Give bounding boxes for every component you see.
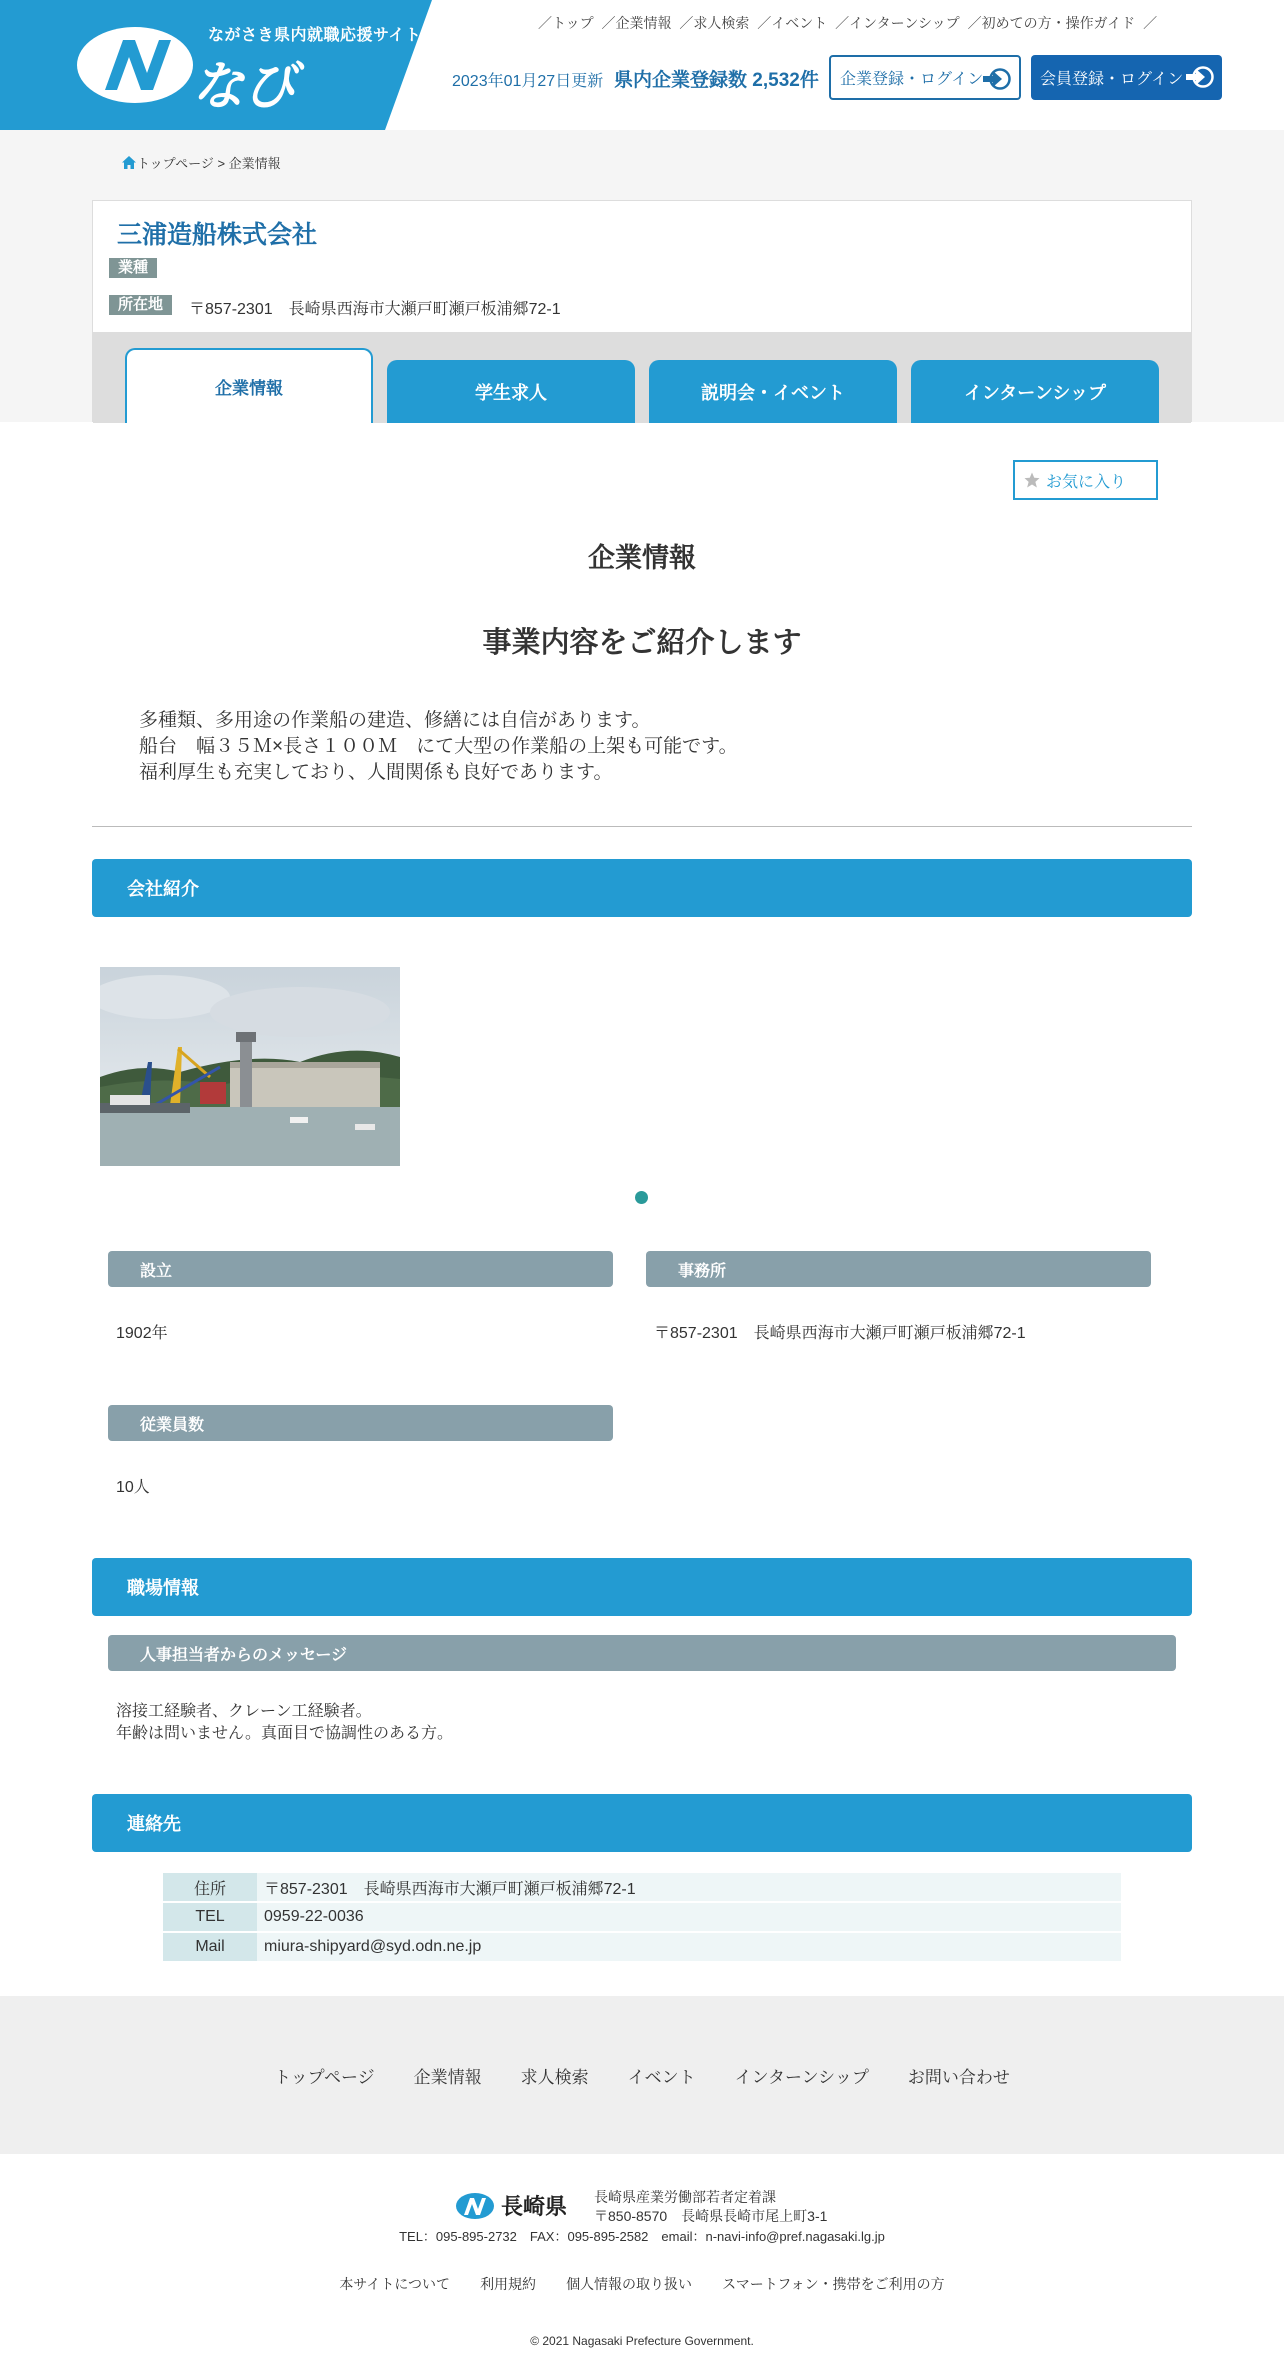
footer-address-block [594,2188,827,2226]
footer-dept: 長崎県産業労働部若者定着課 [594,2189,776,2205]
hr-message-header: 人事担当者からのメッセージ [108,1635,1176,1671]
update-date: 2023年01月27日更新 [452,73,604,90]
intro-line: 多種類、多用途の作業船の建造、修繕には自信があります。 [139,710,651,731]
login-arrow-icon [1184,66,1214,88]
footer-nav-contact[interactable]: お問い合わせ [907,2068,1010,2087]
hr-message-line: 溶接工経験者、クレーン工経験者。 [116,1703,372,1720]
shipyard-photo [100,967,400,1166]
intro-line: 船台 幅３５Ｍ×長さ１００Ｍ にて大型の作業船の上架も可能です。 [139,736,738,757]
established-header: 設立 [108,1251,613,1287]
corporate-login-button[interactable] [829,55,1021,100]
registered-company-count: 県内企業登録数 2,532件 [614,70,819,91]
topnav-guide[interactable]: ／初めての方・操作ガイド [967,15,1136,31]
workplace-header: 職場情報 [92,1558,1192,1616]
footer-nav-top[interactable]: トップページ [274,2068,375,2087]
company-name: 三浦造船株式会社 [117,221,318,249]
favorite-button[interactable] [1013,460,1158,500]
contact-table [163,1871,1121,1963]
company-location: 〒857-2301 長崎県西海市大瀬戸町瀬戸板浦郷72-1 [189,301,561,318]
table-row [163,1903,1121,1931]
contact-address-value: 〒857-2301 長崎県西海市大瀬戸町瀬戸板浦郷72-1 [257,1873,1121,1901]
site-header [0,0,1284,130]
footer-link-about[interactable]: 本サイトについて [339,2276,451,2292]
hr-message-line: 年齢は問いません。真面目で協調性のある方。 [116,1725,453,1742]
top-navigation [538,13,1161,33]
topnav-trailing-sep: ／ [1143,15,1158,31]
tab-events[interactable]: 説明会・イベント [649,360,897,423]
office-header: 事務所 [646,1251,1151,1287]
tab-internship[interactable]: インターンシップ [911,360,1159,423]
favorite-label: お気に入り [1046,473,1127,491]
tab-bar [93,332,1191,423]
intro-line: 福利厚生も充実しており、人間関係も良好であります。 [139,762,613,783]
hr-message [116,1701,453,1745]
company-photo[interactable] [100,967,400,1166]
corporate-login-label: 企業登録・ログイン [840,71,984,88]
prefecture-logo[interactable] [455,2190,567,2221]
footer-nav-company[interactable]: 企業情報 [413,2068,482,2087]
contact-header: 連絡先 [92,1794,1192,1852]
section-title: 企業情報 [588,543,696,573]
topnav-company[interactable]: ／企業情報 [601,15,672,31]
footer-navigation [0,2063,1284,2088]
footer-address: 〒850-8570 長崎県長崎市尾上町3-1 [594,2208,828,2224]
footer-nav-job-search[interactable]: 求人検索 [520,2068,589,2087]
company-summary-card [92,200,1192,422]
footer-link-mobile[interactable]: スマートフォン・携帯をご利用の方 [722,2276,945,2292]
footer-link-terms[interactable]: 利用規約 [480,2276,537,2292]
business-heading: 事業内容をご紹介します [482,627,802,659]
login-arrow-icon [981,68,1011,90]
industry-tag: 業種 [109,258,157,278]
footer-link-privacy[interactable]: 個人情報の取り扱い [566,2276,693,2292]
nagasaki-pref-icon [455,2192,495,2220]
member-login-button[interactable] [1031,55,1222,100]
breadcrumb [121,153,281,172]
office-value: 〒857-2301 長崎県西海市大瀬戸町瀬戸板浦郷72-1 [654,1325,1026,1342]
breadcrumb-current: 企業情報 [228,156,281,171]
contact-address-label: 住所 [163,1873,257,1901]
site-tagline: ながさき県内就職応援サイト [208,27,422,44]
footer-nav-internship[interactable]: インターンシップ [734,2068,869,2087]
prefecture-logo-text: 長崎県 [501,2194,568,2219]
topnav-event[interactable]: ／イベント [757,15,828,31]
table-row [163,1933,1121,1961]
topnav-internship[interactable]: ／インターンシップ [835,15,960,31]
employees-header: 従業員数 [108,1405,613,1441]
star-icon [1023,471,1041,489]
footer-contact: TEL：095-895-2732 FAX：095-895-2582 email：n-navi-info@pref.nagasaki.lg.jp [399,2229,885,2244]
location-tag: 所在地 [109,295,172,315]
home-icon [121,155,137,170]
tab-company-info[interactable]: 企業情報 [125,348,373,423]
company-intro-header: 会社紹介 [92,859,1192,917]
contact-mail-value: miura-shipyard@syd.odn.ne.jp [257,1933,1121,1961]
tab-student-jobs[interactable]: 学生求人 [387,360,635,423]
footer-nav-event[interactable]: イベント [627,2068,696,2087]
contact-mail-label: Mail [163,1933,257,1961]
navi-logo-icon [75,25,195,105]
footer-links [0,2274,1284,2294]
employees-value: 10人 [116,1479,150,1496]
established-value: 1902年 [116,1325,168,1342]
divider [92,826,1192,827]
copyright: © 2021 Nagasaki Prefecture Government. [530,2334,754,2348]
contact-tel-label: TEL [163,1903,257,1931]
carousel-indicator[interactable] [635,1191,648,1204]
topnav-job-search[interactable]: ／求人検索 [679,15,750,31]
table-row [163,1873,1121,1901]
breadcrumb-home[interactable]: トップページ [137,156,214,171]
business-intro [139,708,738,786]
site-logo-text: なび [192,58,297,116]
topnav-top[interactable]: ／トップ [538,15,594,31]
contact-tel-value: 0959-22-0036 [257,1903,1121,1931]
breadcrumb-separator: > [213,156,229,171]
member-login-label: 会員登録・ログイン [1040,71,1184,88]
